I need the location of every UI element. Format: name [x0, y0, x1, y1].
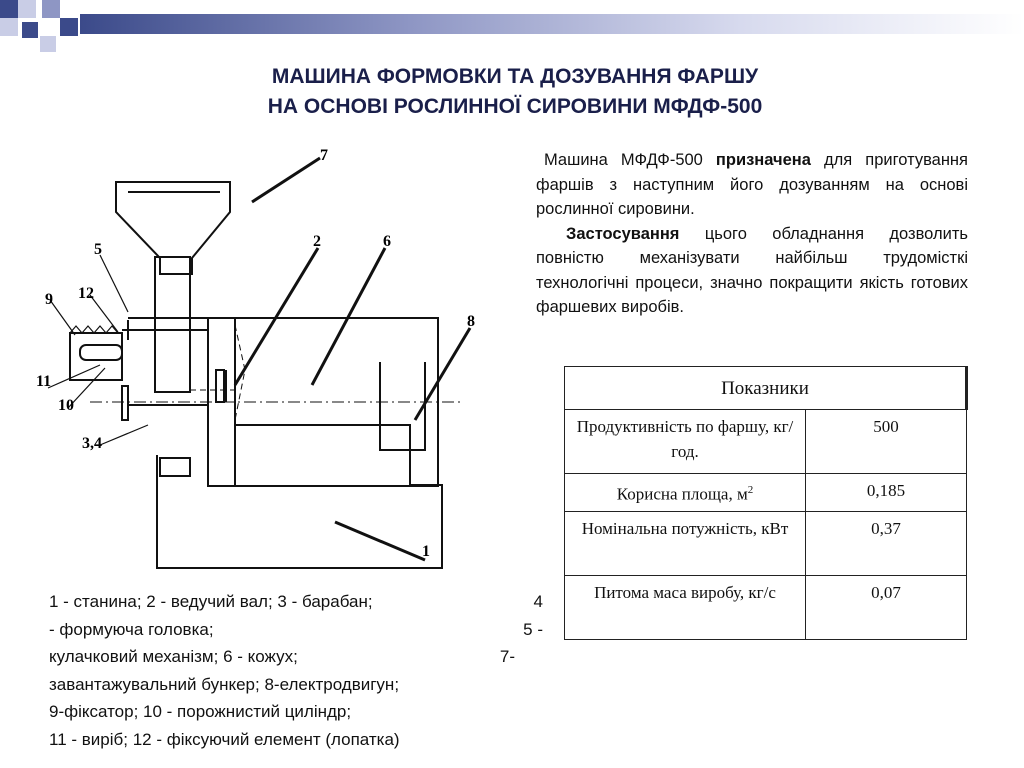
frame-outline: [157, 455, 442, 568]
desc-p1-bold: призначена: [715, 151, 811, 169]
param-name-text: Корисна площа, м: [616, 484, 748, 504]
param-name: Продуктивність по фаршу, кг/год.: [565, 410, 806, 474]
decor-square: [18, 0, 36, 18]
header-gradient-band: [80, 14, 1024, 34]
param-name: [565, 474, 806, 512]
title-line-2: НА ОСНОВІ РОСЛИННОЇ СИРОВИНИ МФДФ-500: [267, 95, 763, 118]
title-line-1: МАШИНА ФОРМОВКИ ТА ДОЗУВАННЯ ФАРШУ: [271, 65, 759, 88]
param-name-sup: 2: [747, 484, 754, 496]
table-header-row: [565, 367, 967, 410]
label-2: 2: [313, 233, 321, 250]
param-value: 0,07: [806, 576, 967, 640]
desc-p1-end: для приготування фаршів з наступним його дозуванням на основі рослинної сировини.: [536, 151, 968, 218]
desc-p2-end: цього обладнання дозволить повністю механізувати найбільш трудомісткі технологічні процеси, значно покращити якість готових фаршевих виробів.: [536, 224, 968, 316]
decor-square: [40, 36, 56, 52]
hopper: [116, 182, 230, 274]
leader-7: [252, 158, 320, 202]
decor-square: [22, 22, 38, 38]
desc-p1-start: Машина МФДФ-500: [544, 151, 716, 169]
leader-5: [100, 255, 128, 312]
drum: [155, 257, 190, 392]
decor-square: [42, 0, 60, 18]
desc-p2-bold: Застосування: [566, 224, 680, 243]
machine-diagram: [30, 140, 490, 580]
label-8: 8: [467, 313, 475, 330]
legend-text-end: 5 -: [523, 619, 543, 639]
table-row: [565, 576, 967, 640]
page-title: [100, 62, 930, 122]
param-value: 0,185: [806, 474, 967, 512]
label-9: 9: [45, 291, 53, 308]
description: [536, 148, 968, 320]
label-12: 12: [78, 285, 94, 302]
table-header: Показники: [565, 367, 967, 410]
leader-8: [415, 328, 470, 420]
legend-line: [49, 671, 543, 699]
legend-text-end: 4: [533, 592, 543, 611]
shaft: [216, 370, 224, 402]
decor-square: [60, 18, 78, 36]
cam-block: [160, 458, 190, 476]
leader-34: [100, 425, 148, 445]
parameters-table: [564, 366, 968, 640]
serrated-edge: [70, 326, 118, 333]
hollow-cylinder: [80, 345, 122, 360]
label-6: 6: [383, 233, 391, 250]
parameters-table-container: [564, 366, 968, 640]
leader-9: [50, 300, 75, 335]
legend-line: [49, 588, 543, 616]
decor-square: [0, 18, 18, 36]
param-value: 500: [806, 410, 967, 474]
legend-text: 1 - станина; 2 - ведучий вал; 3 - барабан;: [49, 592, 373, 611]
leader-1: [335, 522, 425, 560]
legend-text: 11 - виріб; 12 - фіксуючий елемент (лопатка): [49, 729, 400, 749]
leader-11: [48, 365, 100, 388]
label-11: 11: [36, 373, 52, 390]
legend-line: [49, 698, 543, 726]
decor-square: [0, 0, 18, 18]
fixator: [70, 333, 122, 380]
legend-text: кулачковий механізм; 6 - кожух;: [49, 647, 298, 666]
table-row: [565, 512, 967, 576]
legend-text: завантажувальний бункер; 8-електродвигун;: [49, 674, 400, 694]
label-7: 7: [320, 147, 328, 164]
table-row: [565, 410, 967, 474]
leader-2: [235, 248, 318, 385]
legend-text: 9-фіксатор; 10 - порожнистий циліндр;: [49, 702, 352, 721]
param-name: Номінальна потужність, кВт: [565, 512, 806, 576]
motor: [380, 362, 425, 450]
description-paragraph-2: [536, 222, 968, 320]
legend: [49, 588, 543, 753]
legend-line: [49, 726, 543, 754]
param-value: 0,37: [806, 512, 967, 576]
corner-decoration: [0, 0, 80, 60]
label-34: 3,4: [82, 435, 102, 452]
description-paragraph-1: [536, 148, 968, 222]
label-10: 10: [58, 397, 74, 414]
legend-line: [49, 616, 543, 644]
table-row: [565, 474, 967, 512]
leader-12: [90, 295, 118, 332]
legend-text-end: 7-: [499, 647, 515, 666]
label-5: 5: [94, 241, 102, 258]
label-1: 1: [422, 543, 430, 560]
legend-text: - формуюча головка;: [49, 619, 214, 639]
side-part: [122, 386, 128, 420]
legend-line: [49, 643, 543, 671]
leader-6: [312, 248, 385, 385]
param-name: Питома маса виробу, кг/с: [565, 576, 806, 640]
